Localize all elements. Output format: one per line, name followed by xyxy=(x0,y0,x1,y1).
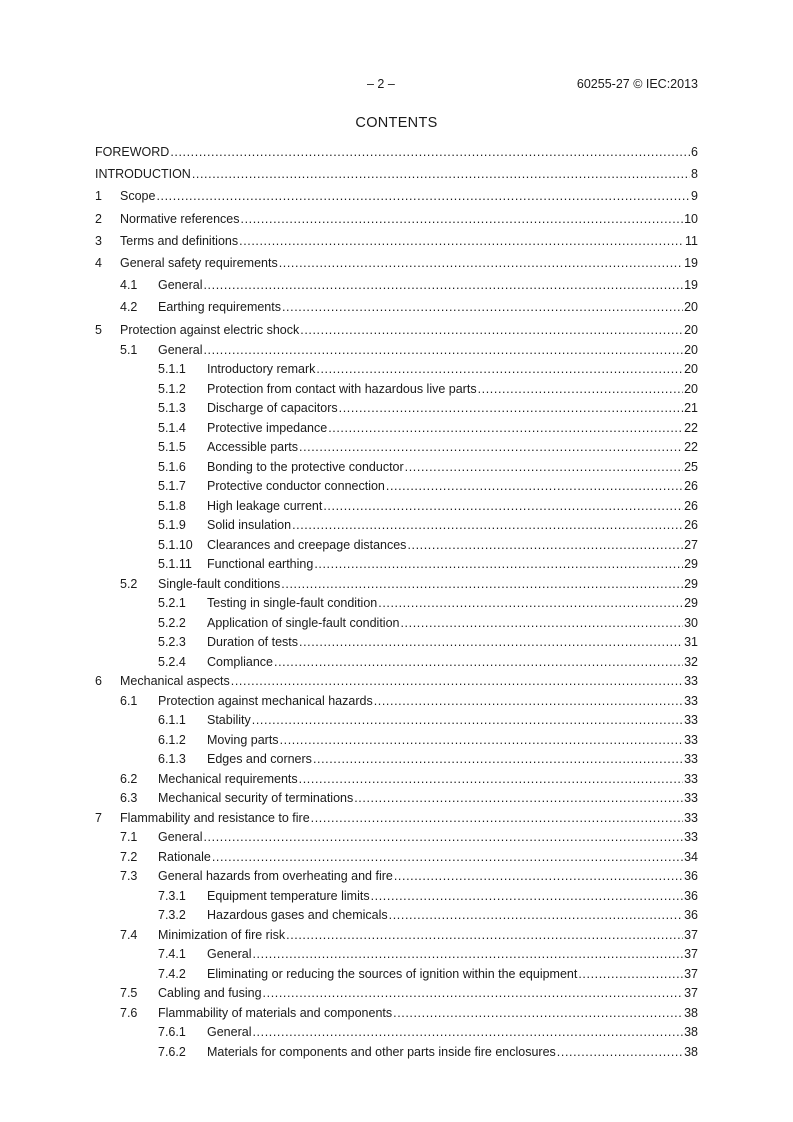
dot-leader xyxy=(239,230,684,252)
toc-entry-title: General hazards from overheating and fire xyxy=(158,869,393,884)
dot-leader xyxy=(478,380,684,400)
toc-entry-title: Hazardous gases and chemicals xyxy=(207,908,388,923)
toc-entry-title: Introductory remark xyxy=(207,362,316,377)
toc-entry-title: Single-fault conditions xyxy=(158,576,281,591)
dot-leader xyxy=(557,1043,683,1063)
toc-entry-title: High leakage current xyxy=(207,498,323,513)
dot-leader xyxy=(311,809,683,829)
toc-entry[interactable] xyxy=(95,1043,698,1063)
toc-entry[interactable] xyxy=(95,653,698,673)
toc-entry-page: 10 xyxy=(684,211,698,226)
toc-entry-page: 19 xyxy=(684,255,698,270)
toc-entry-page: 33 xyxy=(684,810,698,825)
dot-leader xyxy=(405,458,683,478)
toc-entry[interactable] xyxy=(95,141,698,163)
dot-leader xyxy=(400,614,683,634)
toc-entry-title: Mechanical security of terminations xyxy=(158,791,354,806)
dot-leader xyxy=(374,692,683,712)
dot-leader xyxy=(281,575,683,595)
toc-entry-number: 6.3 xyxy=(120,791,138,806)
toc-entry-page: 33 xyxy=(684,752,698,767)
toc-entry-title: Edges and corners xyxy=(207,752,312,767)
toc-entry-page: 29 xyxy=(684,596,698,611)
toc-entry[interactable] xyxy=(95,438,698,458)
toc-entry-title: Mechanical requirements xyxy=(158,771,298,786)
toc-entry-title: Stability xyxy=(207,713,251,728)
toc-entry-page: 32 xyxy=(684,654,698,669)
toc-entry-number: 7.1 xyxy=(120,830,138,845)
toc-entry-number: 5.1.7 xyxy=(158,479,186,494)
toc-entry[interactable] xyxy=(95,458,698,478)
toc-entry-number: 4.2 xyxy=(120,300,138,315)
toc-entry[interactable] xyxy=(95,789,698,809)
toc-entry-number: 7.6.2 xyxy=(158,1044,186,1059)
toc-entry-page: 21 xyxy=(684,401,698,416)
toc-entry-number: 3 xyxy=(95,233,102,248)
dot-leader xyxy=(274,653,683,673)
dot-leader xyxy=(299,770,683,790)
toc-entry[interactable] xyxy=(95,252,698,274)
toc-entry-page: 38 xyxy=(684,1025,698,1040)
toc-entry[interactable] xyxy=(95,274,698,296)
toc-entry-number: 7.3.2 xyxy=(158,908,186,923)
toc-entry-number: 7 xyxy=(95,810,102,825)
toc-entry-page: 37 xyxy=(684,986,698,1001)
toc-entry-page: 27 xyxy=(684,537,698,552)
toc-entry-number: 5.1.6 xyxy=(158,459,186,474)
toc-entry-number: 7.4.2 xyxy=(158,966,186,981)
toc-entry-page: 36 xyxy=(684,888,698,903)
dot-leader xyxy=(292,516,683,536)
toc-entry[interactable] xyxy=(95,711,698,731)
toc-entry-page: 6 xyxy=(691,145,698,159)
toc-entry-page: 29 xyxy=(684,557,698,572)
toc-entry-page: 37 xyxy=(684,927,698,942)
toc-entry-title: Rationale xyxy=(158,849,211,864)
toc-entry-title: FOREWORD xyxy=(95,145,170,159)
toc-entry-page: 20 xyxy=(684,322,698,337)
dot-leader xyxy=(316,360,683,380)
toc-entry-title: Duration of tests xyxy=(207,635,299,650)
toc-entry-number: 6.1 xyxy=(120,693,138,708)
toc-entry-title: Protection against mechanical hazards xyxy=(158,693,373,708)
toc-entry-page: 9 xyxy=(691,189,698,204)
toc-entry-page: 38 xyxy=(684,1005,698,1020)
dot-leader xyxy=(300,319,683,341)
toc-entry-title: Solid insulation xyxy=(207,518,292,533)
toc-entry-number: 7.6.1 xyxy=(158,1025,186,1040)
table-of-contents xyxy=(95,141,698,1062)
dot-leader xyxy=(241,208,684,230)
toc-entry-title: Application of single-fault condition xyxy=(207,615,400,630)
toc-entry[interactable] xyxy=(95,770,698,790)
page-title: CONTENTS xyxy=(355,115,438,131)
toc-entry-title: General xyxy=(158,278,203,293)
toc-entry-number: 5 xyxy=(95,322,102,337)
toc-entry-number: 5.2.2 xyxy=(158,615,186,630)
toc-entry[interactable] xyxy=(95,926,698,946)
toc-entry[interactable] xyxy=(95,419,698,439)
toc-entry-number: 5.1.2 xyxy=(158,381,186,396)
toc-entry[interactable] xyxy=(95,319,698,341)
toc-entry[interactable] xyxy=(95,965,698,985)
dot-leader xyxy=(231,672,683,692)
toc-entry-number: 7.4 xyxy=(120,927,138,942)
toc-entry-page: 20 xyxy=(684,342,698,357)
toc-entry-title: General xyxy=(158,342,203,357)
toc-entry-title: Testing in single-fault condition xyxy=(207,596,378,611)
toc-entry-title: Earthing requirements xyxy=(158,300,281,315)
toc-entry[interactable] xyxy=(95,555,698,575)
toc-entry-number: 7.5 xyxy=(120,986,138,1001)
toc-entry-page: 38 xyxy=(684,1044,698,1059)
toc-entry-title: Functional earthing xyxy=(207,557,314,572)
dot-leader xyxy=(407,536,683,556)
dot-leader xyxy=(252,711,683,731)
dot-leader xyxy=(371,887,684,907)
toc-entry-title: Bonding to the protective conductor xyxy=(207,459,404,474)
dot-leader xyxy=(286,926,683,946)
toc-entry-number: 5.1.5 xyxy=(158,440,186,455)
toc-entry[interactable] xyxy=(95,399,698,419)
toc-entry-number: 7.4.1 xyxy=(158,947,186,962)
toc-entry-title: Protective impedance xyxy=(207,420,328,435)
dot-leader xyxy=(263,984,684,1004)
toc-entry-number: 5.1.10 xyxy=(158,537,193,552)
dot-leader xyxy=(203,274,683,296)
toc-entry-number: 4 xyxy=(95,255,102,270)
toc-entry-title: Discharge of capacitors xyxy=(207,401,338,416)
toc-entry[interactable] xyxy=(95,536,698,556)
toc-entry-page: 26 xyxy=(684,479,698,494)
toc-entry[interactable] xyxy=(95,1004,698,1024)
toc-entry[interactable] xyxy=(95,341,698,361)
toc-entry-number: 5.2.3 xyxy=(158,635,186,650)
toc-entry-title: Protection against electric shock xyxy=(120,322,300,337)
toc-entry-title: Protection from contact with hazardous live parts xyxy=(207,381,477,396)
toc-entry-page: 31 xyxy=(684,635,698,650)
toc-entry[interactable] xyxy=(95,1023,698,1043)
dot-leader xyxy=(354,789,683,809)
toc-entry[interactable] xyxy=(95,594,698,614)
dot-leader xyxy=(170,141,690,163)
toc-entry-page: 8 xyxy=(691,167,698,182)
toc-entry-number: 7.6 xyxy=(120,1005,138,1020)
toc-entry-page: 33 xyxy=(684,713,698,728)
toc-entry-number: 5.1.1 xyxy=(158,362,186,377)
dot-leader xyxy=(279,252,683,274)
toc-entry-number: 5.1.11 xyxy=(158,557,192,572)
toc-entry[interactable] xyxy=(95,750,698,770)
toc-entry-number: 5.1.9 xyxy=(158,518,186,533)
dot-leader xyxy=(389,906,683,926)
dot-leader xyxy=(378,594,683,614)
toc-entry[interactable] xyxy=(95,633,698,653)
dot-leader xyxy=(212,848,683,868)
dot-leader xyxy=(299,633,683,653)
toc-entry[interactable] xyxy=(95,692,698,712)
dot-leader xyxy=(282,296,683,318)
toc-entry[interactable] xyxy=(95,984,698,1004)
toc-entry-title: Mechanical aspects xyxy=(120,674,230,689)
toc-entry-number: 6.1.1 xyxy=(158,713,186,728)
dot-leader xyxy=(280,731,684,751)
toc-entry-title: INTRODUCTION xyxy=(95,167,191,182)
toc-entry[interactable] xyxy=(95,380,698,400)
toc-entry-title: Minimization of fire risk xyxy=(158,927,286,942)
toc-entry-number: 1 xyxy=(95,189,102,204)
toc-entry-number: 4.1 xyxy=(120,278,138,293)
toc-entry[interactable] xyxy=(95,672,698,692)
toc-entry-number: 5.2.1 xyxy=(158,596,186,611)
toc-entry-page: 20 xyxy=(684,381,698,396)
toc-entry-page: 25 xyxy=(684,459,698,474)
dot-leader xyxy=(299,438,683,458)
dot-leader xyxy=(393,1004,683,1024)
dot-leader xyxy=(203,828,683,848)
toc-entry-page: 36 xyxy=(684,869,698,884)
toc-entry-title: Clearances and creepage distances xyxy=(207,537,407,552)
toc-entry[interactable] xyxy=(95,185,698,207)
toc-entry-page: 36 xyxy=(684,908,698,923)
toc-entry-number: 6 xyxy=(95,674,102,689)
toc-entry-title: Eliminating or reducing the sources of ignition within the equipment xyxy=(207,966,578,981)
toc-entry-number: 5.1.3 xyxy=(158,401,186,416)
toc-entry-page: 19 xyxy=(684,278,698,293)
toc-entry-page: 20 xyxy=(684,362,698,377)
toc-entry-title: General xyxy=(207,947,252,962)
toc-entry-title: Flammability of materials and components xyxy=(158,1005,393,1020)
toc-entry-number: 7.3 xyxy=(120,869,138,884)
toc-entry-number: 6.1.2 xyxy=(158,732,186,747)
toc-entry[interactable] xyxy=(95,516,698,536)
toc-entry-page: 11 xyxy=(685,233,698,248)
toc-entry-title: Moving parts xyxy=(207,732,279,747)
toc-entry[interactable] xyxy=(95,497,698,517)
toc-entry[interactable] xyxy=(95,809,698,829)
toc-entry-title: General xyxy=(158,830,203,845)
dot-leader xyxy=(314,555,683,575)
dot-leader xyxy=(203,341,683,361)
toc-entry-number: 6.1.3 xyxy=(158,752,186,767)
toc-entry-title: Terms and definitions xyxy=(120,233,239,248)
dot-leader xyxy=(252,945,683,965)
dot-leader xyxy=(313,750,683,770)
toc-entry-page: 26 xyxy=(684,518,698,533)
dot-leader xyxy=(394,867,683,887)
toc-entry-title: Cabling and fusing xyxy=(158,986,262,1001)
toc-entry[interactable] xyxy=(95,575,698,595)
dot-leader xyxy=(339,399,683,419)
toc-entry[interactable] xyxy=(95,230,698,252)
toc-entry-page: 33 xyxy=(684,830,698,845)
dot-leader xyxy=(578,965,683,985)
dot-leader xyxy=(192,163,690,185)
toc-entry[interactable] xyxy=(95,848,698,868)
toc-entry-number: 2 xyxy=(95,211,102,226)
toc-entry[interactable] xyxy=(95,945,698,965)
toc-entry[interactable] xyxy=(95,731,698,751)
toc-entry-page: 37 xyxy=(684,966,698,981)
toc-entry-number: 7.3.1 xyxy=(158,888,186,903)
toc-entry-number: 5.1.8 xyxy=(158,498,186,513)
toc-entry[interactable] xyxy=(95,477,698,497)
toc-entry-page: 33 xyxy=(684,771,698,786)
toc-entry-number: 6.2 xyxy=(120,771,138,786)
toc-entry-title: Equipment temperature limits xyxy=(207,888,370,903)
toc-entry-page: 33 xyxy=(684,674,698,689)
toc-entry-title: Scope xyxy=(120,189,156,204)
toc-entry-title: Materials for components and other parts inside fire enclosures xyxy=(207,1044,556,1059)
toc-entry-page: 37 xyxy=(684,947,698,962)
toc-entry-page: 33 xyxy=(684,791,698,806)
toc-entry-page: 30 xyxy=(684,615,698,630)
toc-entry[interactable] xyxy=(95,208,698,230)
toc-entry-page: 20 xyxy=(684,300,698,315)
toc-entry-page: 33 xyxy=(684,693,698,708)
toc-entry[interactable] xyxy=(95,887,698,907)
toc-entry[interactable] xyxy=(95,828,698,848)
toc-entry-number: 5.1.4 xyxy=(158,420,186,435)
toc-entry-page: 26 xyxy=(684,498,698,513)
dot-leader xyxy=(156,185,690,207)
toc-entry-title: Flammability and resistance to fire xyxy=(120,810,310,825)
toc-entry[interactable] xyxy=(95,614,698,634)
toc-entry-page: 34 xyxy=(684,849,698,864)
toc-entry-title: General xyxy=(207,1025,252,1040)
dot-leader xyxy=(323,497,683,517)
toc-entry[interactable] xyxy=(95,296,698,318)
toc-entry-page: 33 xyxy=(684,732,698,747)
toc-entry-number: 5.2.4 xyxy=(158,654,186,669)
toc-entry-number: 5.1 xyxy=(120,342,138,357)
toc-entry-number: 5.2 xyxy=(120,576,138,591)
toc-entry-title: General safety requirements xyxy=(120,255,278,270)
dot-leader xyxy=(252,1023,683,1043)
toc-entry-title: Accessible parts xyxy=(207,440,299,455)
toc-entry[interactable] xyxy=(95,867,698,887)
toc-entry-title: Compliance xyxy=(207,654,274,669)
toc-entry-page: 22 xyxy=(684,440,698,455)
dot-leader xyxy=(328,419,683,439)
toc-entry-title: Normative references xyxy=(120,211,240,226)
toc-entry-number: 7.2 xyxy=(120,849,138,864)
document-id: 60255-27 © IEC:2013 xyxy=(576,77,698,91)
page-number: – 2 – xyxy=(367,77,395,91)
toc-entry-title: Protective conductor connection xyxy=(207,479,385,494)
toc-entry[interactable] xyxy=(95,163,698,185)
toc-entry[interactable] xyxy=(95,906,698,926)
toc-entry-page: 22 xyxy=(684,420,698,435)
page-header xyxy=(0,77,793,93)
toc-entry-page: 29 xyxy=(684,576,698,591)
dot-leader xyxy=(386,477,683,497)
toc-entry[interactable] xyxy=(95,360,698,380)
